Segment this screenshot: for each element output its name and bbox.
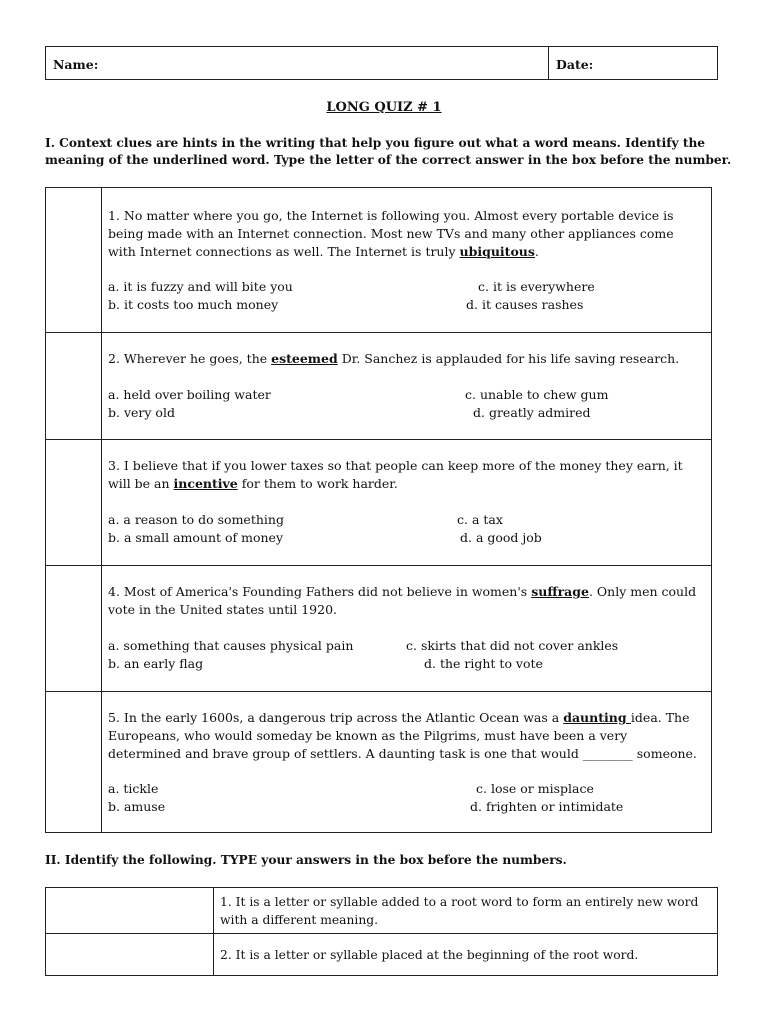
header-table xyxy=(45,46,718,80)
date-label: Date: xyxy=(556,57,594,72)
identification-table xyxy=(45,887,718,976)
option-b-2: b. very old xyxy=(108,405,175,420)
option-c-3: c. a tax xyxy=(457,512,503,527)
target-word-1: ubiquitous xyxy=(459,244,535,259)
target-word-2: esteemed xyxy=(271,351,338,366)
option-a-5: a. tickle xyxy=(108,781,159,796)
option-a-3: a. a reason to do something xyxy=(108,512,284,527)
option-d-5: d. frighten or intimidate xyxy=(470,799,624,814)
id-item-1: 1. It is a letter or syllable added to a root word to form an entirely new word with a different meaning. xyxy=(220,895,699,927)
target-word-4: suffrage xyxy=(531,584,589,599)
id-item-2: 2. It is a letter or syllable placed at the beginning of the root word. xyxy=(220,948,639,962)
option-c-5: c. lose or misplace xyxy=(476,781,594,796)
target-word-3: incentive xyxy=(173,476,238,491)
option-c-2: c. unable to chew gum xyxy=(465,387,609,402)
name-label: Name: xyxy=(53,57,99,72)
answer-box-2[interactable] xyxy=(46,333,102,439)
answer-box-4[interactable] xyxy=(46,566,102,691)
option-b-4: b. an early flag xyxy=(108,656,204,671)
quiz-title: LONG QUIZ # 1 xyxy=(326,100,442,115)
option-d-2: d. greatly admired xyxy=(473,405,591,420)
option-a-4: a. something that causes physical pain xyxy=(108,638,354,653)
option-b-5: b. amuse xyxy=(108,799,166,814)
questions-table xyxy=(45,187,712,833)
question-row-2 xyxy=(46,332,711,439)
option-c-1: c. it is everywhere xyxy=(478,279,595,294)
question-text-5: 5. In the early 1600s, a dangerous trip across the Atlantic Ocean was a daunting idea. The Europeans, who would someday be known as the Pilgrims, must have been a very determined and brave group of settlers. A daunting task is one that would ________ someone. xyxy=(108,710,697,761)
option-b-3: b. a small amount of money xyxy=(108,530,284,545)
question-text-1: 1. No matter where you go, the Internet is following you. Almost every portable device is being made with an Internet connection. Most new TVs and many other appliances come with Internet connections as well. The Internet is truly ubiquitous. xyxy=(108,208,674,259)
section2-instructions: II. Identify the following. TYPE your answers in the box before the numbers. xyxy=(45,853,567,867)
name-field[interactable] xyxy=(46,47,549,79)
answer-box-1[interactable] xyxy=(46,188,102,332)
option-c-4: c. skirts that did not cover ankles xyxy=(406,638,619,653)
id-answer-box-2[interactable] xyxy=(46,934,214,975)
option-d-1: d. it causes rashes xyxy=(466,297,584,312)
option-a-2: a. held over boiling water xyxy=(108,387,271,402)
id-row-1 xyxy=(46,888,717,933)
option-d-3: d. a good job xyxy=(460,530,542,545)
option-a-1: a. it is fuzzy and will bite you xyxy=(108,279,293,294)
answer-box-5[interactable] xyxy=(46,692,102,832)
question-row-5 xyxy=(46,691,711,832)
question-text-3: 3. I believe that if you lower taxes so that people can keep more of the money they earn, it will be an incentive for them to work harder. xyxy=(108,458,683,491)
question-text-4: 4. Most of America's Founding Fathers did not believe in women's suffrage. Only men could vote in the United states until 1920. xyxy=(108,584,697,617)
question-text-2: 2. Wherever he goes, the esteemed Dr. Sanchez is applauded for his life saving research. xyxy=(108,351,680,366)
option-b-1: b. it costs too much money xyxy=(108,297,279,312)
date-field[interactable] xyxy=(549,47,717,79)
answer-box-3[interactable] xyxy=(46,440,102,565)
question-row-1 xyxy=(46,188,711,332)
question-row-3 xyxy=(46,439,711,565)
id-row-2 xyxy=(46,933,717,975)
target-word-5: daunting xyxy=(563,710,631,725)
id-answer-box-1[interactable] xyxy=(46,888,214,933)
section1-instructions: I. Context clues are hints in the writing that help you figure out what a word means. Identify the meaning of the underlined word. Type the letter of the correct answer in the box before the number. xyxy=(45,136,732,167)
question-row-4 xyxy=(46,565,711,691)
option-d-4: d. the right to vote xyxy=(424,656,543,671)
